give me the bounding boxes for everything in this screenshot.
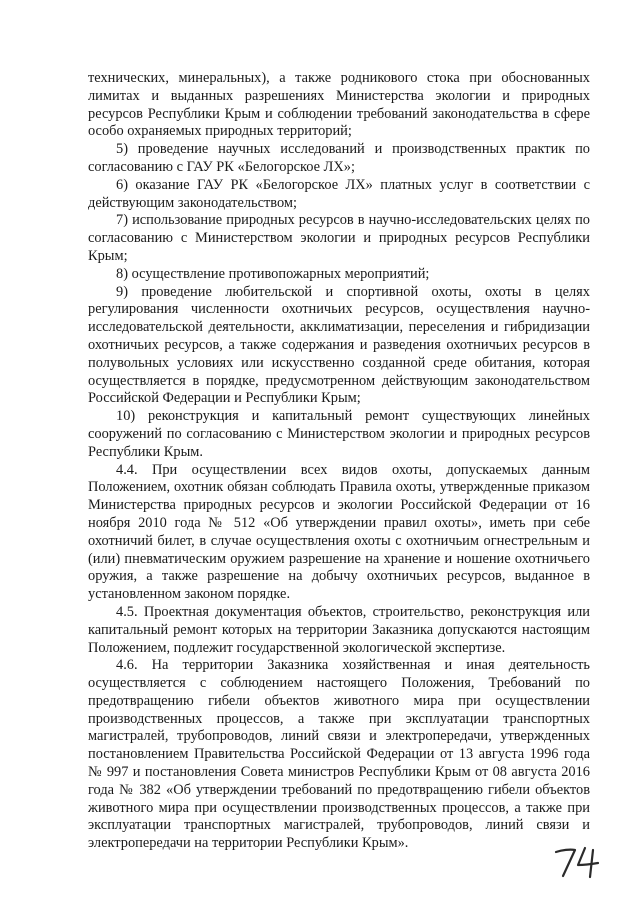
paragraph-item-8: 8) осуществление противопожарных мероприятий; [116, 265, 430, 282]
document-body [88, 70, 590, 853]
paragraph-section-4-6: 4.6. На территории Заказника хозяйственная и иная деятельность осуществляется с соблюдением настоящего Положения, Требований по предотвращению гибели объектов животного мира при осуществлении производственных процессов, а также при эксплуатации транспортных магистралей, трубопроводов, линий связи и электропередачи, утвержденных постановлением Правительства Российской Федерации от 13 августа 1996 года № 997 и постановления Совета министров Республики Крым от 08 августа 2016 года № 382 «Об утверждении требований по предотвращению гибели объектов животного мира при осуществлении производственных процессов, а также при эксплуатации транспортных магистралей, трубопроводов, линий связи и электропередачи на территории Республики Крым». [88, 657, 590, 852]
paragraph-section-4-5: 4.5. Проектная документация объектов, строительство, реконструкция или капитальный ремонт которых на территории Заказника допускаются настоящим Положением, подлежит государственной экологической экспертизе. [88, 603, 590, 656]
handwritten-page-number [548, 838, 612, 882]
paragraph-item-5: 5) проведение научных исследований и производственных практик по согласованию с ГАУ РК «Белогорское ЛХ»; [88, 141, 590, 175]
paragraph-item-7: 7) использование природных ресурсов в научно-исследовательских целях по согласованию с Министерством экологии и природных ресурсов Республики Крым; [88, 212, 590, 264]
handwritten-page-number-drawing [548, 838, 612, 882]
paragraph-section-4-4: 4.4. При осуществлении всех видов охоты, допускаемых данным Положением, охотник обязан соблюдать Правила охоты, утвержденные приказом Министерства природных ресурсов и экологии Российской Федерации от 16 ноября 2010 года № 512 «Об утверждении правил охоты», иметь при себе охотничий билет, в случае осуществления охоты с охотничьим огнестрельным и (или) пневматическим оружием разрешение на хранение и ношение охотничьего оружия, а также разрешение на добычу охотничьих ресурсов, выданное в установленном законом порядке. [88, 461, 590, 603]
paragraph-item-6: 6) оказание ГАУ РК «Белогорское ЛХ» платных услуг в соответствии с действующим законодательством; [88, 176, 590, 211]
paragraph-item-9: 9) проведение любительской и спортивной охоты, охоты в целях регулирования численности охотничьих ресурсов, осуществления научно-исследовательской деятельности, акклиматизации, переселения и гибридизации охотничьих ресурсов, а также содержания и разведения охотничьих ресурсов в полувольных условиях или искусственно созданной среде обитания, которая осуществляется в порядке, предусмотренном действующим законодательством Российской Федерации и Республики Крым; [88, 283, 590, 407]
paragraph-item-10: 10) реконструкция и капитальный ремонт существующих линейных сооружений по согласованию с Министерством экологии и природных ресурсов Республики Крым. [88, 408, 590, 460]
paragraph-continuation: технических, минеральных), а также родникового стока при обоснованных лимитах и выданных разрешениях Министерства экологии и природных ресурсов Республики Крым и соблюдении требований законодательства в сфере особо охраняемых природных территорий; [88, 70, 590, 140]
